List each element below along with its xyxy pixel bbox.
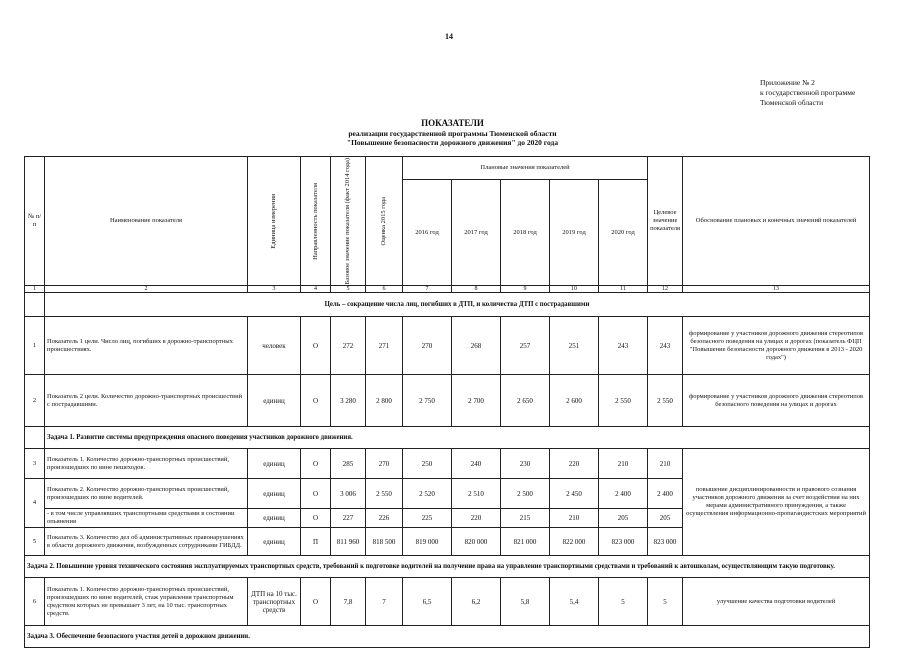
estimate-value: 7 [366, 578, 403, 626]
col-number: 12 [648, 286, 683, 293]
task-1-text: Задача 1. Развитие системы предупреждения опасного поведения участников дорожного движения. [45, 427, 870, 449]
direction-cell: О [301, 375, 331, 427]
estimate-value: 271 [366, 317, 403, 375]
value-2019: 5,4 [550, 578, 599, 626]
target-value: 210 [648, 449, 683, 479]
value-2020: 210 [599, 449, 648, 479]
value-2019: 2 600 [550, 375, 599, 427]
task-2-text: Задача 2. Повышение уровня технического состояния эксплуатируемых транспортных средств, требований к подготовке водителей на получение права на управление транспортными средствами и требований к автошколам, осуществляющим такую подготовку. [25, 556, 870, 578]
header-2016: 2016 год [403, 180, 452, 286]
indicator-name: Показатель 1. Количество дорожно-транспортных происшествий, произошедших по вине пешеходов. [45, 449, 248, 479]
header-unit-text: Единица измерения [270, 193, 277, 249]
appendix-line-3: Тюменской области [760, 98, 824, 107]
header-2019: 2019 год [550, 180, 599, 286]
value-2019: 210 [550, 509, 599, 528]
appendix-line-1: Приложение № 2 [760, 78, 815, 87]
value-2019: 822 000 [550, 528, 599, 556]
header-2020: 2020 год [599, 180, 648, 286]
value-2016: 225 [403, 509, 452, 528]
value-2017: 6,2 [452, 578, 501, 626]
indicator-name: Показатель 2. Количество дорожно-транспортных происшествий, произошедших по вине водителей. [45, 479, 248, 509]
justification-cell: формирование у участников дорожного движения стереотипов безопасного поведения на улицах и дорогах (показатель ФЦП "Повышение безопасности дорожного движения в 2013 - 2020 годах") [683, 317, 870, 375]
header-justification: Обоснование плановых и конечных значений показателей [683, 157, 870, 286]
col-number: 9 [501, 286, 550, 293]
value-2020: 205 [599, 509, 648, 528]
value-2020: 823 000 [599, 528, 648, 556]
indicators-table [24, 156, 870, 648]
col-number: 1 [25, 286, 45, 293]
unit-cell: единиц [248, 528, 301, 556]
value-2016: 270 [403, 317, 452, 375]
value-2017: 240 [452, 449, 501, 479]
header-2017: 2017 год [452, 180, 501, 286]
direction-cell: О [301, 317, 331, 375]
col-number: 8 [452, 286, 501, 293]
estimate-value: 270 [366, 449, 403, 479]
indicator-name: Показатель 2 цели. Количество дорожно-транспортных происшествий с пострадавшими. [45, 375, 248, 427]
indicator-name: Показатель 1. Количество дорожно-транспортных происшествий, произошедших по вине водителей, стаж управления транспортным средством которых не превышает 3 лет, на 10 тыс. транспортных средств. [45, 578, 248, 626]
header-num: № п/п [25, 157, 45, 286]
table-row [25, 317, 870, 375]
value-2020: 2 550 [599, 375, 648, 427]
goal-blank [25, 293, 45, 317]
direction-cell: О [301, 449, 331, 479]
value-2018: 257 [501, 317, 550, 375]
col-number: 11 [599, 286, 648, 293]
page-number: 14 [445, 32, 453, 41]
row-number: 6 [25, 578, 45, 626]
value-2020: 5 [599, 578, 648, 626]
row-number: 2 [25, 375, 45, 427]
justification-cell: улучшение качества подготовки водителей [683, 578, 870, 626]
estimate-value: 2 550 [366, 479, 403, 509]
col-number: 4 [301, 286, 331, 293]
task-row [25, 427, 870, 449]
header-estimate-text: Оценка 2015 года [380, 196, 387, 246]
col-number: 6 [366, 286, 403, 293]
table-row [25, 449, 870, 479]
header-direction-text: Направленность показателя [311, 182, 319, 260]
goal-row [25, 293, 870, 317]
value-2017: 2 700 [452, 375, 501, 427]
target-value: 2 400 [648, 479, 683, 509]
col-number: 10 [550, 286, 599, 293]
task-3-text: Задача 3. Обеспечение безопасного участия детей в дорожном движении. [25, 626, 870, 648]
unit-cell: ДТП на 10 тыс. транспортных средств [248, 578, 301, 626]
header-base-text: Базовое значение показателя (факт 2014 года) [344, 158, 351, 285]
indicator-name: Показатель 1 цели. Число лиц, погибших в дорожно-транспортных происшествиях. [45, 317, 248, 375]
row-number: 1 [25, 317, 45, 375]
header-base [331, 157, 366, 286]
goal-text: Цель – сокращение числа лиц, погибших в ДТП, и количества ДТП с пострадавшими [45, 293, 870, 317]
col-number: 2 [45, 286, 248, 293]
value-2019: 220 [550, 449, 599, 479]
row-number: 4 [25, 479, 45, 528]
header-row-top [25, 157, 870, 180]
value-2016: 819 000 [403, 528, 452, 556]
base-value: 3 006 [331, 479, 366, 509]
task-row [25, 556, 870, 578]
justification-cell: формирование у участников дорожного движения стереотипов безопасного поведения на улицах и дорогах [683, 375, 870, 427]
header-2018: 2018 год [501, 180, 550, 286]
target-value: 205 [648, 509, 683, 528]
unit-cell: единиц [248, 449, 301, 479]
header-name: Наименование показателя [45, 157, 248, 286]
direction-cell: О [301, 578, 331, 626]
col-number: 13 [683, 286, 870, 293]
value-2020: 2 400 [599, 479, 648, 509]
value-2017: 268 [452, 317, 501, 375]
estimate-value: 818 500 [366, 528, 403, 556]
col-number: 7 [403, 286, 452, 293]
value-2017: 820 000 [452, 528, 501, 556]
header-estimate [366, 157, 403, 286]
target-value: 5 [648, 578, 683, 626]
direction-cell: П [301, 528, 331, 556]
row-number: 3 [25, 449, 45, 479]
value-2017: 220 [452, 509, 501, 528]
value-2018: 2 500 [501, 479, 550, 509]
task-blank [25, 427, 45, 449]
indicator-name: Показатель 3. Количество дел об административных правонарушениях в области дорожного движения, возбужденных сотрудниками ГИБДД. [45, 528, 248, 556]
target-value: 2 550 [648, 375, 683, 427]
target-value: 243 [648, 317, 683, 375]
base-value: 3 280 [331, 375, 366, 427]
indicator-name: - в том числе управлявших транспортными средствами в состоянии опьянения [45, 509, 248, 528]
base-value: 227 [331, 509, 366, 528]
col-number: 3 [248, 286, 301, 293]
unit-cell: единиц [248, 509, 301, 528]
base-value: 272 [331, 317, 366, 375]
value-2018: 821 000 [501, 528, 550, 556]
target-value: 823 000 [648, 528, 683, 556]
value-2018: 230 [501, 449, 550, 479]
header-target: Целевое значение показателя [648, 157, 683, 286]
estimate-value: 226 [366, 509, 403, 528]
unit-cell: единиц [248, 375, 301, 427]
document-title [0, 118, 905, 147]
title-line-2: реализации государственной программы Тюменской области [348, 129, 557, 138]
table-row [25, 578, 870, 626]
estimate-value: 2 800 [366, 375, 403, 427]
title-line-3: "Повышение безопасности дорожного движения" до 2020 года [346, 138, 559, 147]
value-2019: 251 [550, 317, 599, 375]
value-2018: 215 [501, 509, 550, 528]
direction-cell: О [301, 509, 331, 528]
unit-cell: единиц [248, 479, 301, 509]
row-number: 5 [25, 528, 45, 556]
title-line-1: ПОКАЗАТЕЛИ [421, 118, 484, 128]
base-value: 7,8 [331, 578, 366, 626]
value-2016: 2 520 [403, 479, 452, 509]
header-direction [301, 157, 331, 286]
table-row [25, 375, 870, 427]
header-planned-group: Плановые значения показателей [403, 157, 648, 180]
col-number: 5 [331, 286, 366, 293]
base-value: 285 [331, 449, 366, 479]
value-2016: 2 750 [403, 375, 452, 427]
header-unit [248, 157, 301, 286]
value-2018: 2 650 [501, 375, 550, 427]
unit-cell: человек [248, 317, 301, 375]
value-2016: 250 [403, 449, 452, 479]
task-row [25, 626, 870, 648]
value-2016: 6,5 [403, 578, 452, 626]
direction-cell: О [301, 479, 331, 509]
appendix-line-2: к государственной программе [760, 88, 856, 97]
value-2020: 243 [599, 317, 648, 375]
column-numbers-row [25, 286, 870, 293]
value-2018: 5,8 [501, 578, 550, 626]
appendix-note [760, 78, 855, 108]
justification-cell: повышение дисциплинированности и правового сознания участников дорожного движения за счет воздействия на них мерами административного принуждения, а также осуществления информационно-пропагандистских мероприятий [683, 449, 870, 556]
base-value: 811 960 [331, 528, 366, 556]
value-2017: 2 510 [452, 479, 501, 509]
value-2019: 2 450 [550, 479, 599, 509]
